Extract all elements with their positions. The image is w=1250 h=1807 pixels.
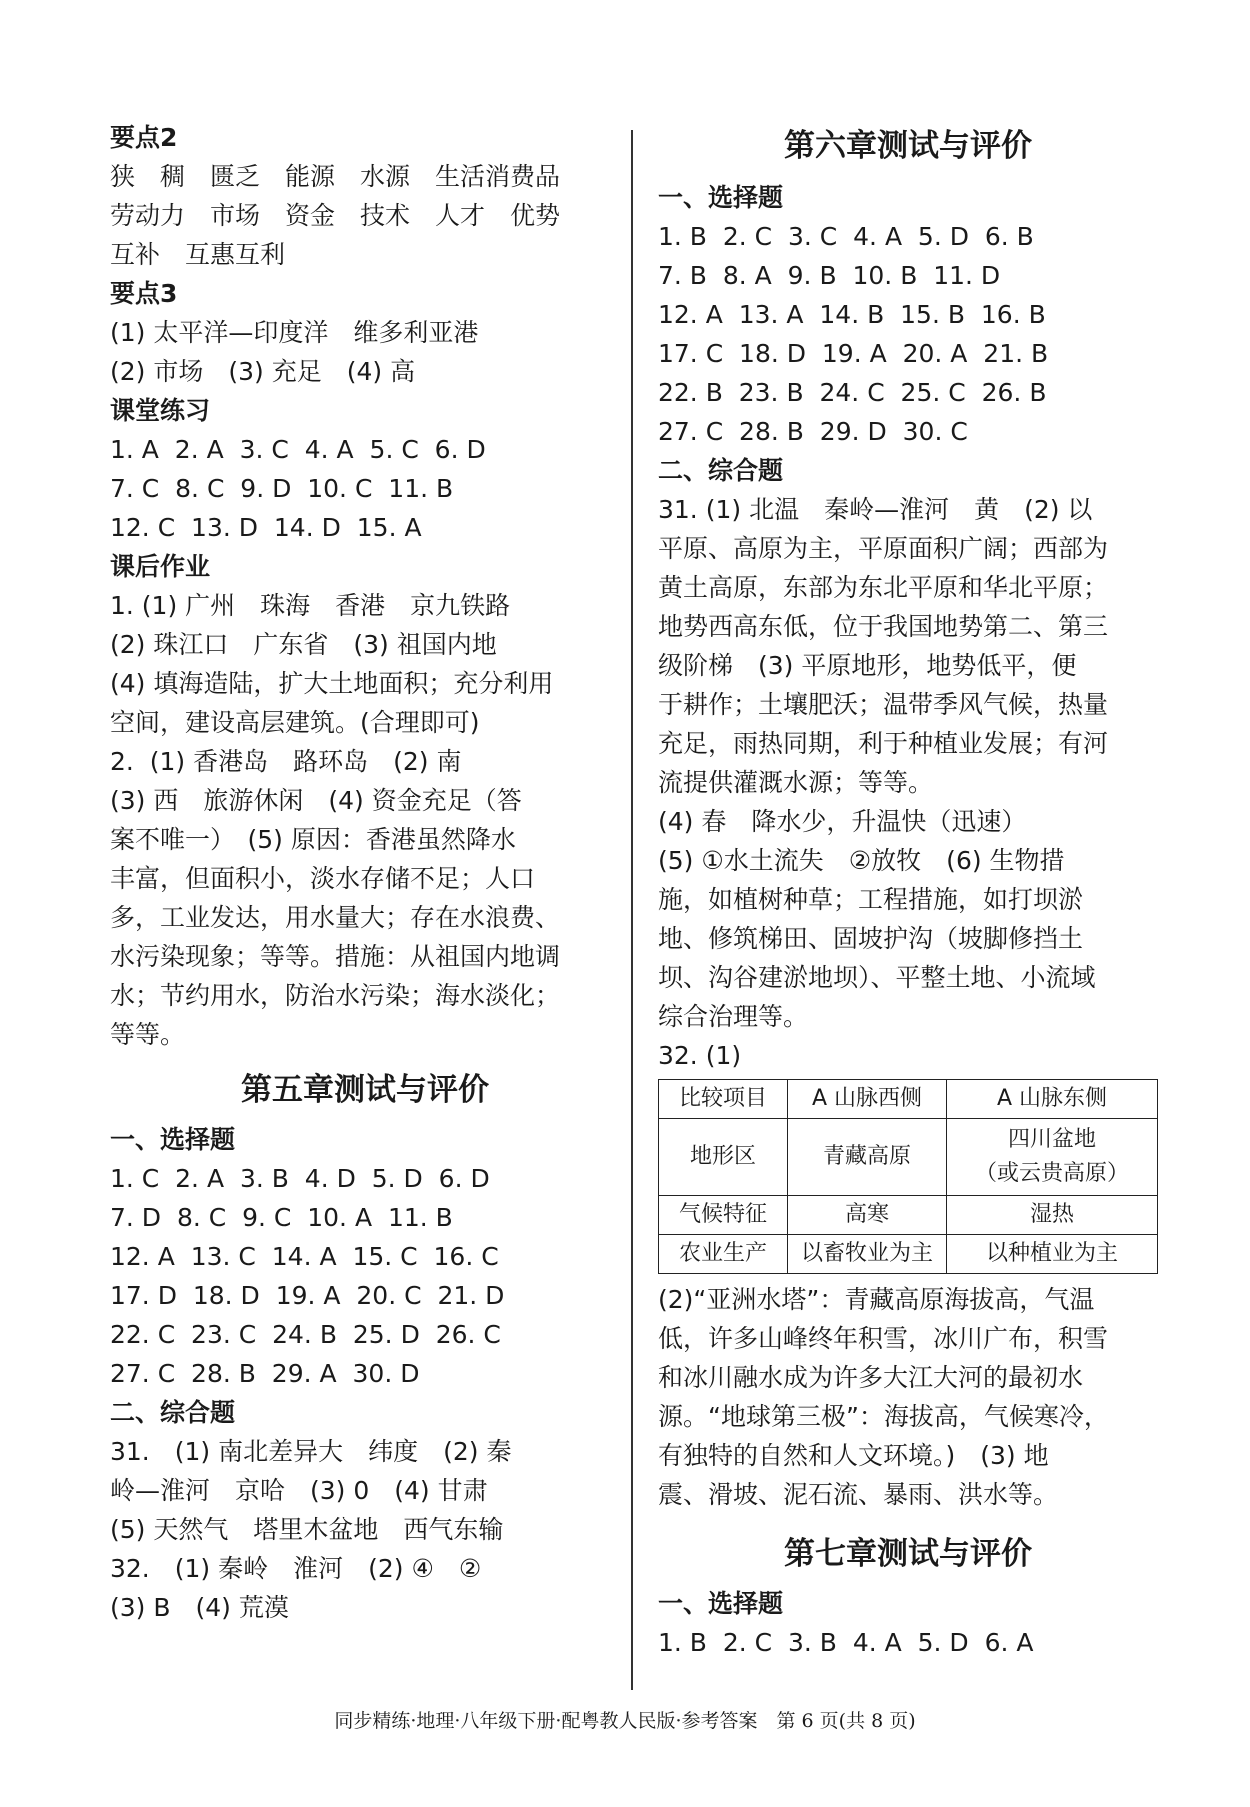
table-cell: 青藏高原 (788, 1119, 947, 1196)
table-cell: 气候特征 (659, 1196, 788, 1235)
answer-line: 狭 稠 匮乏 能源 水源 生活消费品 (110, 162, 561, 191)
table-cell: 以畜牧业为主 (788, 1235, 947, 1274)
section-heading: 一、选择题 (110, 1125, 236, 1154)
answer-line: (1) 太平洋—印度洋 维多利亚港 (110, 318, 479, 347)
table-cell: 四川盆地 （或云贵高原） (947, 1119, 1158, 1196)
answer-line: 17. C 18. D 19. A 20. A 21. B (658, 339, 1049, 368)
answer-line: 27. C 28. B 29. A 30. D (110, 1359, 420, 1388)
section-heading: 一、选择题 (658, 183, 784, 212)
answer-line: 1. A 2. A 3. C 4. A 5. C 6. D (110, 435, 486, 464)
section-heading: 一、选择题 (658, 1589, 784, 1618)
chapter7-title: 第七章测试与评价 (784, 1536, 1032, 1572)
table-cell: 高寒 (788, 1196, 947, 1235)
answer-line: 12. C 13. D 14. D 15. A (110, 513, 422, 542)
answer-line: 7. C 8. C 9. D 10. C 11. B (110, 474, 454, 503)
table-header-cell: A 山脉东侧 (947, 1080, 1158, 1119)
answer-line: 17. D 18. D 19. A 20. C 21. D (110, 1281, 505, 1310)
answer-line: 岭—淮河 京哈 (3) 0 (4) 甘肃 (110, 1476, 488, 1505)
answer-line: 2. (1) 香港岛 路环岛 (2) 南 (110, 747, 462, 776)
answer-line: (4) 春 降水少，升温快（迅速） (658, 807, 1027, 836)
answer-line: 27. C 28. B 29. D 30. C (658, 417, 968, 446)
answer-line: 12. A 13. A 14. B 15. B 16. B (658, 300, 1046, 329)
answer-line: 22. C 23. C 24. B 25. D 26. C (110, 1320, 501, 1349)
answer-line: 平原、高原为主，平原面积广阔；西部为 (658, 534, 1109, 563)
answer-line: (3) 西 旅游休闲 (4) 资金充足（答 (110, 786, 522, 815)
answer-line: (2)“亚洲水塔”：青藏高原海拔高，气温 (658, 1285, 1095, 1314)
answer-line: 黄土高原，东部为东北平原和华北平原； (658, 573, 1109, 602)
table-row (659, 1119, 1158, 1196)
answer-line: 丰富，但面积小，淡水存储不足；人口 (110, 864, 536, 893)
answer-line: 1. (1) 广州 珠海 香港 京九铁路 (110, 591, 511, 620)
table-row (659, 1196, 1158, 1235)
table-header-row (659, 1080, 1158, 1119)
answer-line: 12. A 13. C 14. A 15. C 16. C (110, 1242, 499, 1271)
answer-line: 32. (1) 秦岭 淮河 (2) ④ ② (110, 1554, 482, 1583)
chapter6-answers (658, 178, 1158, 1075)
answer-line: (3) B (4) 荒漠 (110, 1593, 289, 1622)
column-divider (631, 130, 633, 1690)
answer-line: (5) 天然气 塔里木盆地 西气东输 (110, 1515, 504, 1544)
answer-line: 和冰川融水成为许多大江大河的最初水 (658, 1363, 1084, 1392)
answer-line: 31. (1) 北温 秦岭—淮河 黄 (2) 以 (658, 495, 1093, 524)
table-cell: 地形区 (659, 1119, 788, 1196)
answer-line: 于耕作；土壤肥沃；温带季风气候，热量 (658, 690, 1109, 719)
answer-line: (5) ①水土流失 ②放牧 (6) 生物措 (658, 846, 1065, 875)
answer-line: 22. B 23. B 24. C 25. C 26. B (658, 378, 1047, 407)
answer-line: 坝、沟谷建淤地坝）、平整土地、小流域 (658, 963, 1096, 992)
answer-line: 水；节约用水，防治水污染；海水淡化； (110, 981, 561, 1010)
chapter5-answers (110, 1120, 620, 1627)
table-header-cell: 比较项目 (659, 1080, 788, 1119)
answer-line: 等等。 (110, 1020, 186, 1049)
answer-line: (4) 填海造陆，扩大土地面积；充分利用 (110, 669, 554, 698)
answer-line: 1. C 2. A 3. B 4. D 5. D 6. D (110, 1164, 490, 1193)
section-heading: 要点2 (110, 123, 178, 152)
chapter7-answers (658, 1584, 1158, 1662)
answer-line: 有独特的自然和人文环境。) (3) 地 (658, 1441, 1049, 1470)
answer-line: 地、修筑梯田、固坡护沟（坡脚修挡土 (658, 924, 1084, 953)
chapter5-title: 第五章测试与评价 (241, 1072, 489, 1108)
answer-line: 互补 互惠互利 (110, 240, 286, 269)
page-footer: 同步精练·地理·八年级下册·配粤教人民版·参考答案 第 6 页(共 8 页) (334, 1710, 916, 1732)
answer-line: 7. B 8. A 9. B 10. B 11. D (658, 261, 1001, 290)
answer-line: 1. B 2. C 3. B 4. A 5. D 6. A (658, 1628, 1034, 1657)
table-row (659, 1235, 1158, 1274)
table-header-cell: A 山脉西侧 (788, 1080, 947, 1119)
answer-line: 案不唯一） (5) 原因：香港虽然降水 (110, 825, 516, 854)
right-column (658, 118, 1158, 1662)
answer-line: (2) 珠江口 广东省 (3) 祖国内地 (110, 630, 497, 659)
answer-line: 1. B 2. C 3. C 4. A 5. D 6. B (658, 222, 1034, 251)
left-column (110, 118, 620, 1627)
section-heading: 课后作业 (110, 552, 211, 581)
answer-line: 多，工业发达，用水量大；存在水浪费、 (110, 903, 561, 932)
answer-line: (2) 市场 (3) 充足 (4) 高 (110, 357, 416, 386)
comparison-table (658, 1079, 1158, 1274)
chapter6-title: 第六章测试与评价 (784, 128, 1032, 164)
answer-line: 32. (1) (658, 1041, 742, 1070)
answer-line: 级阶梯 (3) 平原地形，地势低平，便 (658, 651, 1077, 680)
answer-line: 充足，雨热同期，利于种植业发展；有河 (658, 729, 1109, 758)
left-answer-lines (110, 118, 620, 1054)
answer-line: 空间，建设高层建筑。(合理即可) (110, 708, 480, 737)
answer-line: 31. (1) 南北差异大 纬度 (2) 秦 (110, 1437, 512, 1466)
section-heading: 二、综合题 (110, 1398, 236, 1427)
chapter6-answers-continued (658, 1280, 1158, 1514)
table-cell: 以种植业为主 (947, 1235, 1158, 1274)
section-heading: 二、综合题 (658, 456, 784, 485)
table-cell: 农业生产 (659, 1235, 788, 1274)
answer-line: 低，许多山峰终年积雪，冰川广布，积雪 (658, 1324, 1109, 1353)
table-cell: 湿热 (947, 1196, 1158, 1235)
answer-line: 流提供灌溉水源；等等。 (658, 768, 934, 797)
answer-line: 源。“地球第三极”：海拔高，气候寒冷， (658, 1402, 1109, 1431)
answer-line: 地势西高东低，位于我国地势第二、第三 (658, 612, 1109, 641)
section-heading: 要点3 (110, 279, 178, 308)
answer-line: 7. D 8. C 9. C 10. A 11. B (110, 1203, 453, 1232)
answer-line: 综合治理等。 (658, 1002, 809, 1031)
answer-line: 劳动力 市场 资金 技术 人才 优势 (110, 201, 561, 230)
answer-line: 水污染现象；等等。措施：从祖国内地调 (110, 942, 561, 971)
answer-line: 震、滑坡、泥石流、暴雨、洪水等。 (658, 1480, 1059, 1509)
answer-line: 施，如植树种草；工程措施，如打坝淤 (658, 885, 1084, 914)
section-heading: 课堂练习 (110, 396, 211, 425)
